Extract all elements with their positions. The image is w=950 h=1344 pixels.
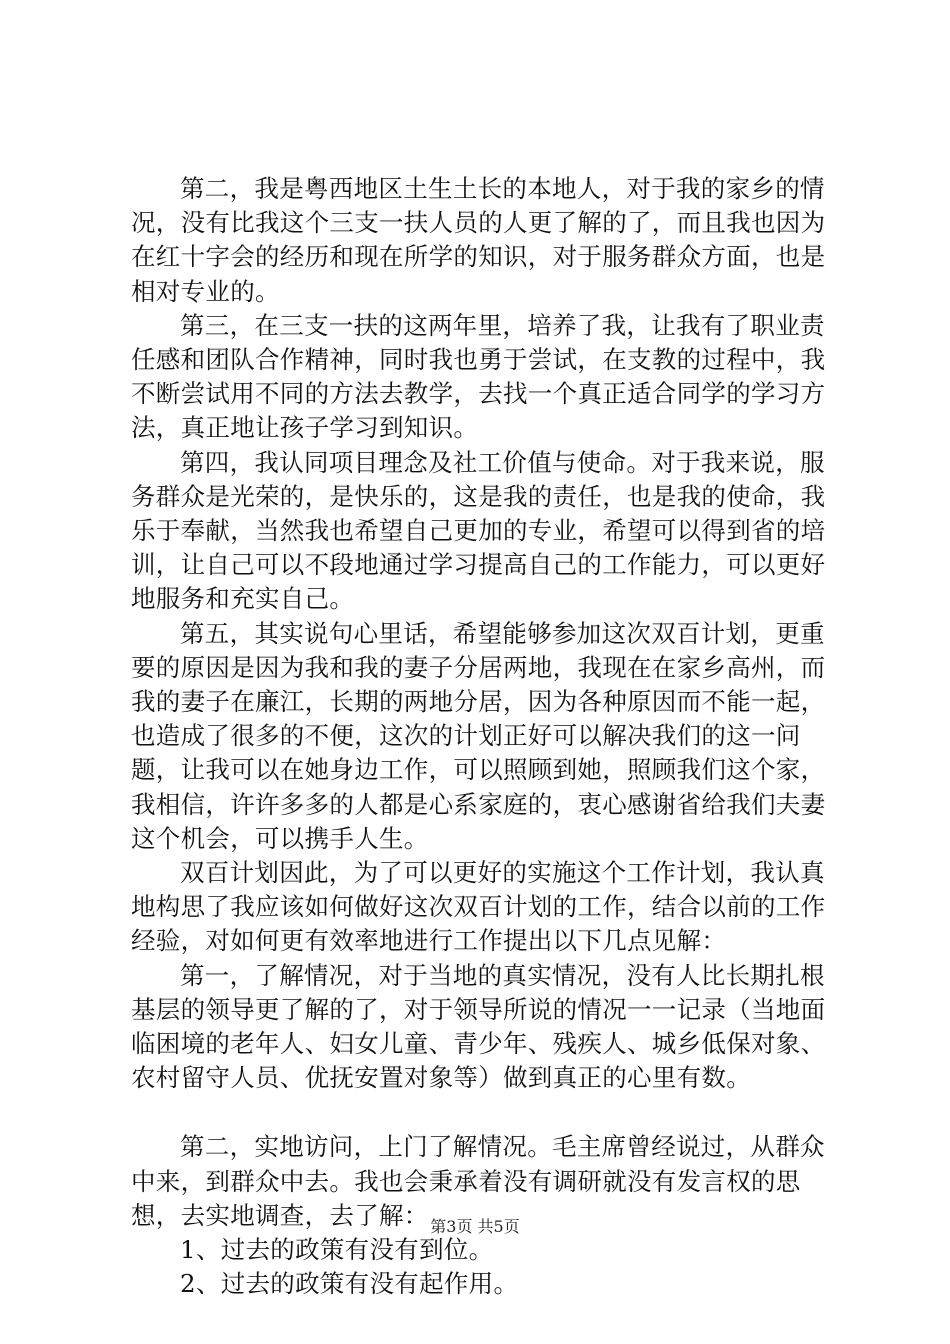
paragraph-plan-intro: 双百计划因此，为了可以更好的实施这个工作计划，我认真地构思了我应该如何做好这次双百计划的工作，结合以前的工作经验，对如何更有效率地进行工作提出以下几点见解：	[131, 858, 826, 956]
paragraph-third-point: 第三，在三支一扶的这两年里，培养了我，让我有了职业责任感和团队合作精神，同时我也勇于尝试，在支教的过程中，我不断尝试用不同的方法去教学，去找一个真正适合同学的学习方法，真正地让孩子学习到知识。	[131, 310, 826, 443]
paragraph-fifth-point: 第五，其实说句心里话，希望能够参加这次双百计划，更重要的原因是因为我和我的妻子分居两地，我现在在家乡高州，而我的妻子在廉江，长期的两地分居，因为各种原因而不能一起，也造成了很多的不便，这次的计划正好可以解决我们的这一问题，让我可以在她身边工作，可以照顾到她，照顾我们这个家，我相信，许许多多的人都是心系家庭的，衷心感谢省给我们夫妻这个机会，可以携手人生。	[131, 618, 826, 853]
document-body	[131, 172, 831, 1302]
page-number-footer: 第3页 共5页	[430, 1217, 520, 1236]
list-item-policy-in-place: 1、过去的政策有没有到位。	[180, 1235, 494, 1265]
paragraph-plan-second: 第二，实地访问，上门了解情况。毛主席曾经说过，从群众中来，到群众中去。我也会秉承着没有调研就没有发言权的思想，去实地调查，去了解：	[131, 1132, 825, 1230]
paragraph-spacer	[131, 1095, 831, 1130]
list-item-policy-effective: 2、过去的政策有没有起作用。	[180, 1269, 519, 1299]
paragraph-second-point: 第二，我是粤西地区土生土长的本地人，对于我的家乡的情况，没有比我这个三支一扶人员的人更了解的了，而且我也因为在红十字会的经历和现在所学的知识，对于服务群众方面，也是相对专业的。	[131, 174, 826, 306]
paragraph-fourth-point: 第四，我认同项目理念及社工价值与使命。对于我来说，服务群众是光荣的，是快乐的，这是我的责任，也是我的使命，我乐于奉献，当然我也希望自己更加的专业，希望可以得到省的培训，让自己可以不段地通过学习提高自己的工作能力，可以更好地服务和充实自己。	[131, 447, 826, 614]
paragraph-plan-first: 第一，了解情况，对于当地的真实情况，没有人比长期扎根基层的领导更了解的了，对于领导所说的情况一一记录（当地面临困境的老年人、妇女儿童、青少年、残疾人、城乡低保对象、农村留守人员、优抚安置对象等）做到真正的心里有数。	[131, 960, 826, 1093]
